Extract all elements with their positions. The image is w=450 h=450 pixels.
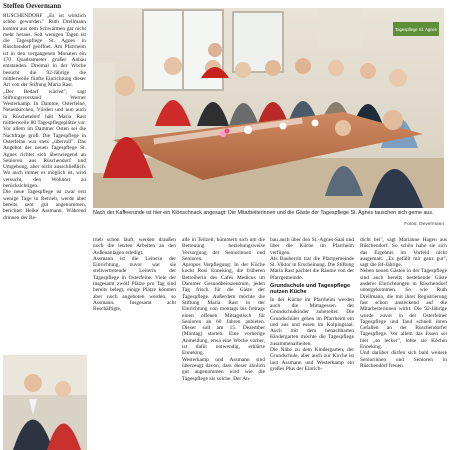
paragraph: Westerkamp und Assmann sind überzeugt davon, dass dieser ähnlich gut angenommen wird wie die Tagespflege als solche. Der An-	[182, 356, 265, 382]
paragraph: Neben neuen Gästen in der Tagespflege sind auch bereits bestehende Gäste anderer Einrichtungen in Rüschendorf untergekommen. So wie Ruth Drellmann, die mit ihrer Registrierung fast schon ansteckend auf die Mitarbeiterinnen wirkt. Die 92-Jährige wurde zuvor in der Osterfeiner Tagespflege und fand schnell ihren Gefallen an der Rüschendorfer Tagespflege. Vor allem das Essen sei hier „so lecker", lobte sie Köchin Enneking.	[360, 268, 447, 351]
paragraph: Die Nähe zu dem Kindergarten, der Grundschule, aber auch zur Kirche ist laut Assmann und Westerkamp ein großes Plus der Einrich-	[270, 347, 354, 372]
paragraph: Als Bauherrin trat die Pfarrgemeinde St. Viktor in Erscheinung. Die Stiftung Maria Rast pachtet die Räume von der Pfarrgemeinde.	[270, 255, 354, 281]
article-column-5	[360, 237, 447, 449]
article-column-1	[3, 13, 86, 353]
article-column-3	[182, 237, 265, 449]
paragraph: alle in Teilzeit, kümmern sich um die Betreuung beziehungsweise Versorgung der Seniorinnen und Senioren.	[182, 237, 265, 262]
paragraph: In der Küche im Pfarrheim werden auch die Mittagessen der Grundschulkinder zubereitet. Die Grundschüler gehen im Pfarrheim ein und aus und essen im Kolpingsaal. Auch mit dem benachbarten Kindergarten möchte die Tagespflege zusammenarbeiten.	[270, 296, 354, 347]
paragraph: Apropos Verpflegung: In der Küche kocht Rosi Enneking, die früheren Betreiberin des Cafés Medicus im Dammer Gesundheitszentrum, jeden Tag frisch für die Gäste der Tagespflege. Außerdem möchte die Stiftung Maria Rast in der Einrichtung von montags bis freitags einen offenen Mittagstisch für Senioren ab 60 Jahren anbieten. Dieser soll am 15. Dezember (Montag) starten. Eine vorherige Anmeldung, etwa eine Woche vorher, ist dafür notwendig, erklärte Enneking.	[182, 262, 265, 357]
article-column-4	[270, 237, 354, 449]
paragraph: „Der Bedarf wächst", sagt Stiftungsvorstand Werner Westerkamp. In Damme, Osterfeine, Neuenkirchen, Vörden und nun auch in Rüschendorf hält Maria Rast mittlerweile 80 Tagespflegeplätze vor. Vor allem im Dammer Osten sei die Nachfrage groß. Die Tagespflege in Osterfeine war stets „überroll". Das Angebot der neuen Tagespflege St. Agnes richtet sich überwiegend an Senioren aus Rüschendorf und Umgebung, aber nicht ausschließlich. Wo auch immer es möglich ist, wird versucht, den Wohnort zu berücksichtigen.	[3, 88, 86, 190]
article-column-2	[93, 237, 176, 449]
paragraph: RÜSCHENDORF „Es ist wirklich schön geworden." Ruth Drellmann kommt aus dem Schwärmen gar nicht mehr heraus. Seit wenigen Tagen ist die Tagespflege St. Agnes in Rüschendorf geöffnet. Am Pfarrheim ist in den vergangenen Monaten ein 170 Quadratmeter großer Anbau entstanden. Dreimal in der Woche besucht die 92-Jährige die mittlerweile fünfte Einrichtung dieser Art von der Stiftung Maria Rast.	[3, 13, 86, 89]
paragraph: bau auch über den St.-Agnes-Saal und über die Küche im Pfarrheim verfügen.	[270, 237, 354, 256]
group-photo-image	[93, 8, 444, 208]
paragraph: Die neue Tagespflege ist zwar erst wenige Tage in Betrieb, werde aber bereits sehr gut angenommen, berichtet Heike Assmann. Während drinnen der Be-	[3, 189, 86, 221]
subheading: Grundschule und Tagespflege nutzen Küche	[270, 283, 351, 296]
paragraph: trieb schon läuft, werden draußen noch die letzten Arbeiten an den Außenanlagen erledigt.	[93, 237, 176, 256]
wall-sign: Tagespflege St. Agnes	[395, 27, 437, 32]
photo-credit: Fotos: Oevermann	[404, 222, 444, 227]
group-photo	[93, 8, 444, 208]
paragraph: dicht bei", sagt Marianne Hagen aus Rüschendorf. So schön habe sie sich das Ergebnis im Vorfeld nicht ausgemalt. „Es gefällt mir ganz gut", sagt die 84-Jährige.	[360, 237, 447, 269]
portrait-photo-image	[3, 355, 87, 450]
paragraph: Und darüber dürfen sich bald weitere Seniorinnen und Senioren in Rüschendorf freuen.	[360, 350, 447, 369]
portrait-photo	[3, 355, 87, 450]
photo-caption: Nach der Kaffeerunde ist hier ein Klönschnack angesagt: Die Mitarbeiterinnen und die Gäste der Tagespflege St. Agnes tauschen sich gerne aus.	[93, 210, 434, 216]
paragraph: Assmann ist die Leiterin der Einrichtung, zuvor war sie stellvertretende Leiterin der Tagespflege in Osterfeine. Viele der insgesamt zwölf Plätze pro Tag sind bereits belegt, einige Plätze könnten aber noch angeboten werden, so Assmann. Insgesamt acht Beschäftigte,	[93, 255, 176, 313]
byline: Steffen Oevermann	[3, 2, 62, 10]
